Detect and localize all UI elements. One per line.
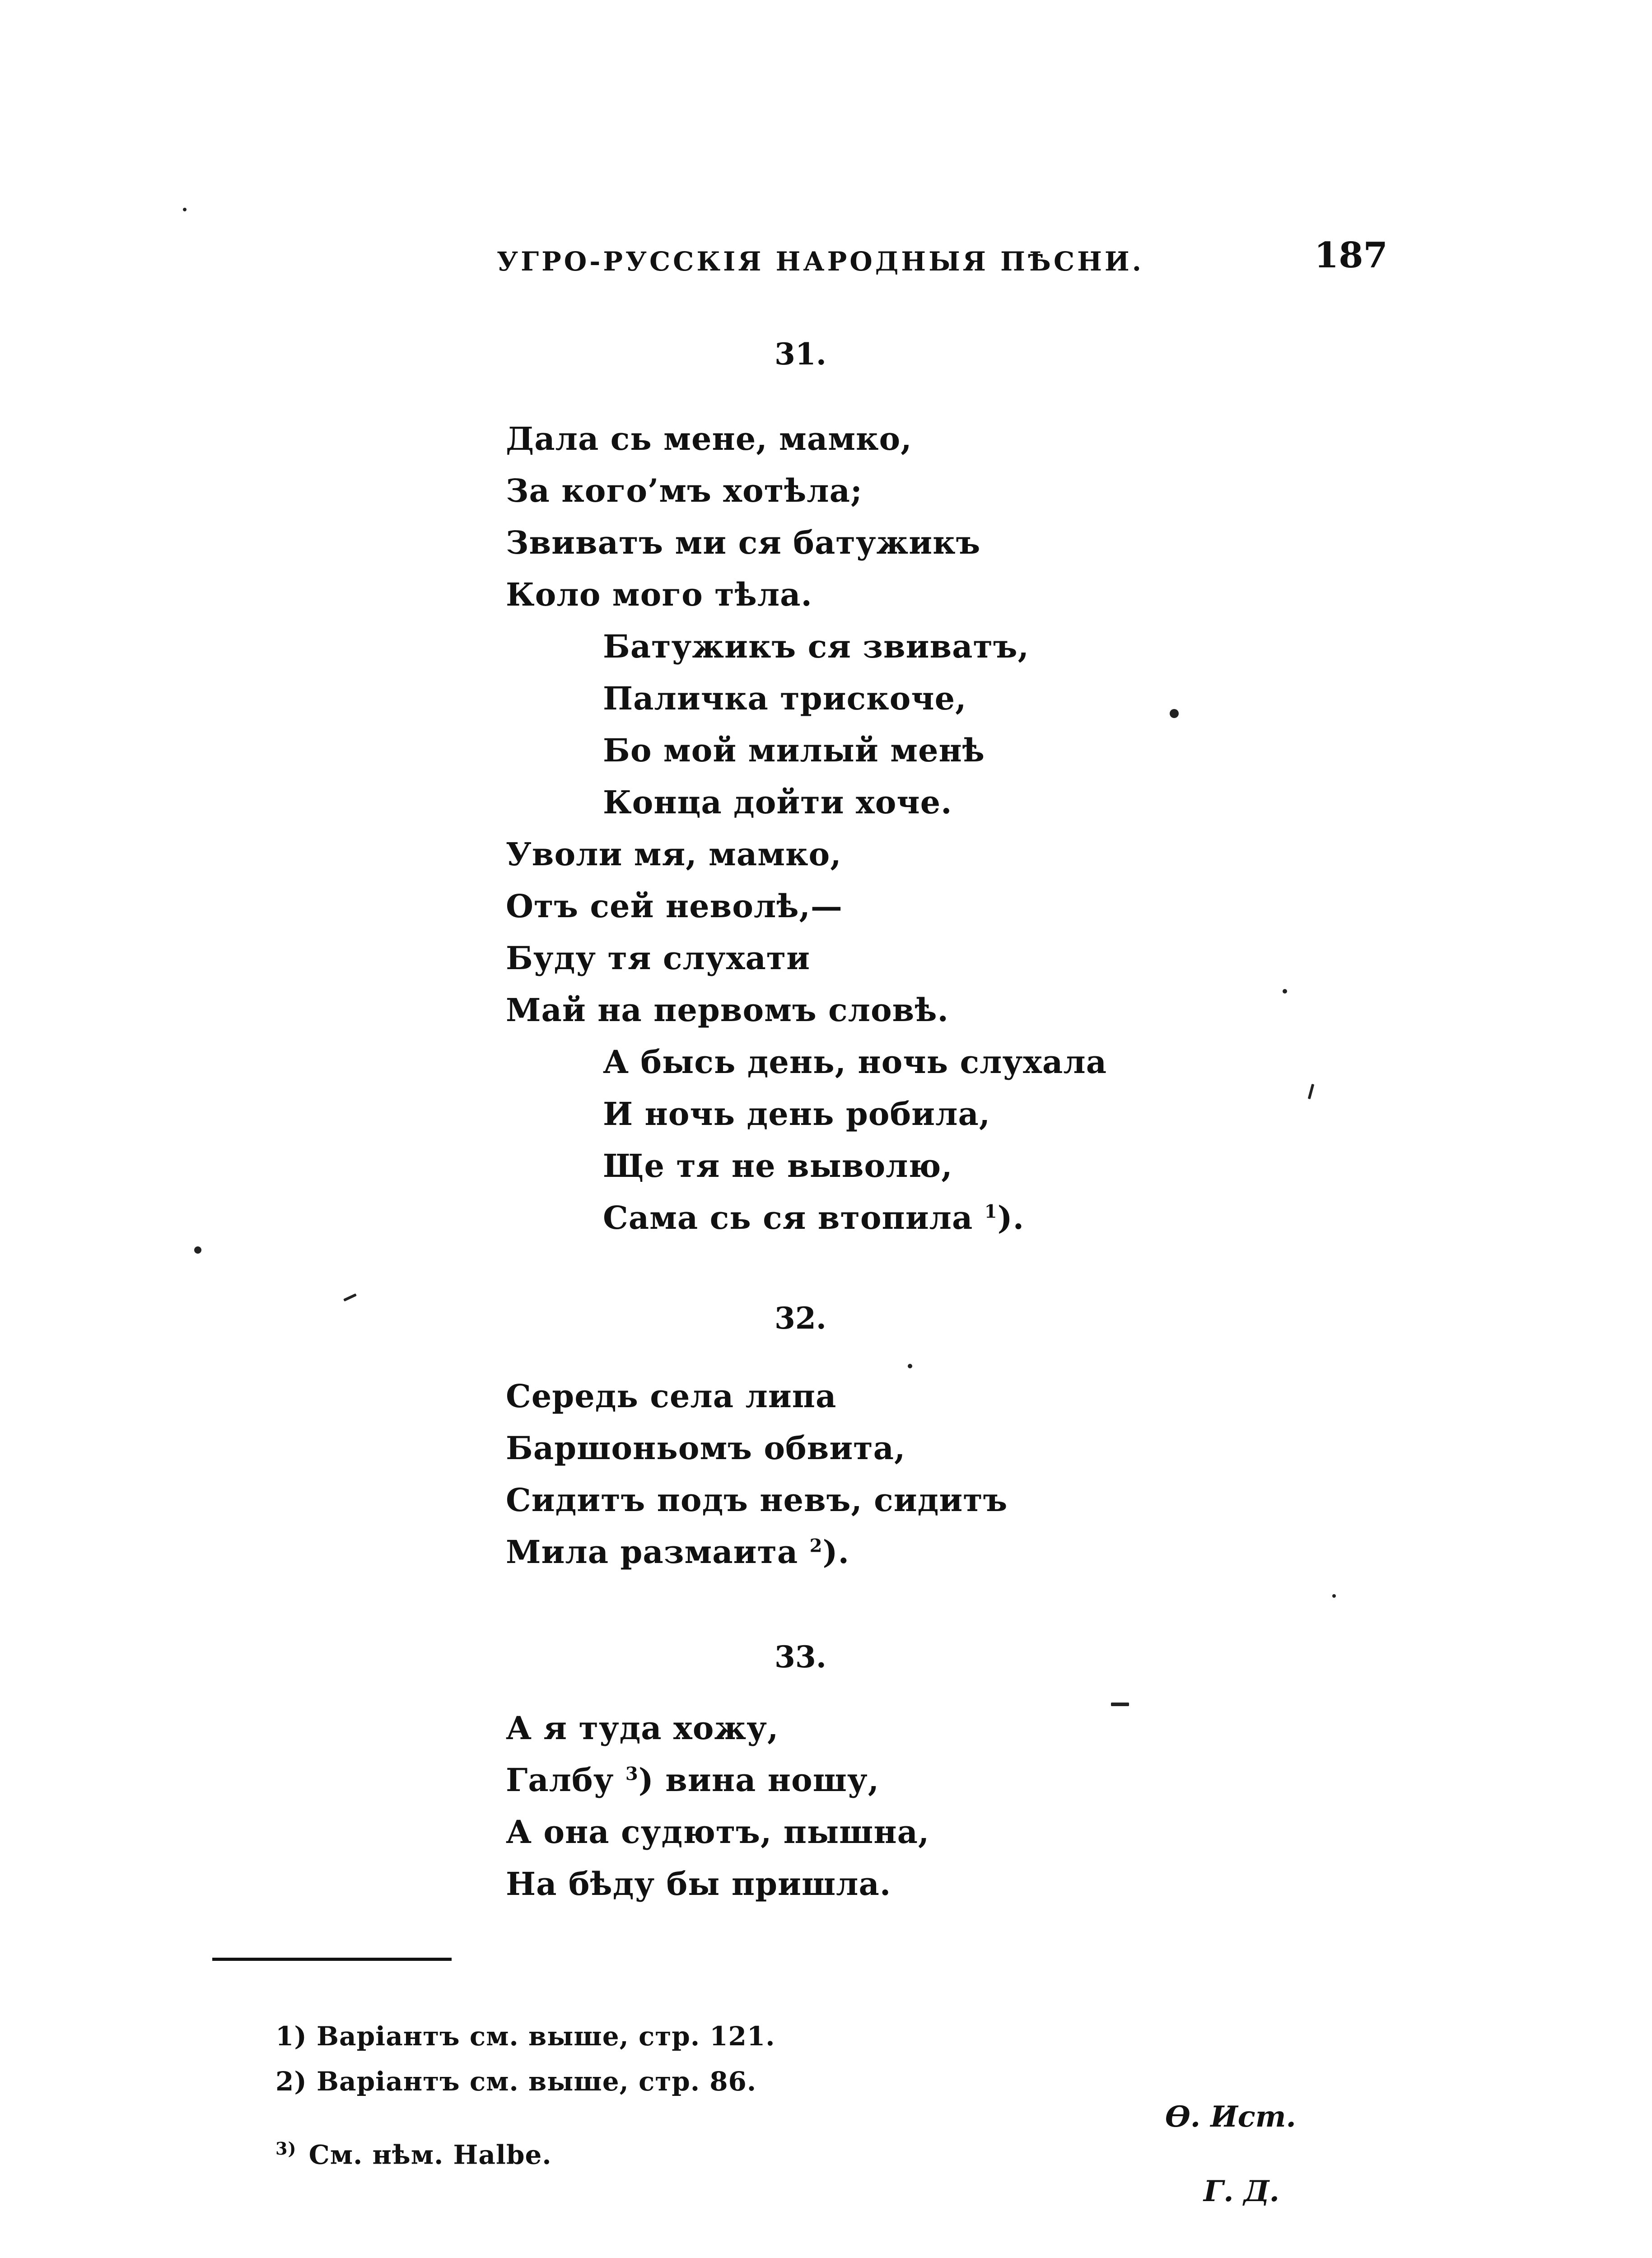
verse-line: А она судютъ, пышна, <box>506 1813 930 1851</box>
verse-line: Дала сь мене, мамко, <box>506 420 912 457</box>
footnote-text: См. нѣм. Halbe. <box>308 2139 552 2170</box>
footnote-separator <box>212 1958 452 1961</box>
signature-2: Г. Д. <box>1204 2174 1279 2208</box>
footnote-2 <box>275 2066 756 2097</box>
song-number-31: 31. <box>775 336 826 372</box>
verse-line: Середь села липа <box>506 1377 837 1415</box>
verse-line: Отъ сей неволѣ,— <box>506 887 843 925</box>
footnote-text: Варіантъ см. выше, стр. 86. <box>317 2066 757 2097</box>
scan-speck <box>1170 709 1179 718</box>
footnote-text: Варіантъ см. выше, стр. 121. <box>317 2021 775 2052</box>
verse-line: Конца дойти хоче. <box>603 784 952 821</box>
verse-line: За кого’мъ хотѣла; <box>506 472 863 509</box>
verse-tail: ). <box>822 1533 849 1571</box>
footnote-ref: 3 <box>625 1763 639 1785</box>
verse-line: Коло мого тѣла. <box>506 576 812 613</box>
song-number-32: 32. <box>775 1301 826 1336</box>
verse-line: На бѣду бы пришла. <box>506 1865 891 1903</box>
footnote-mark: 3) <box>275 2138 297 2159</box>
footnote-mark: 1) <box>275 2021 307 2052</box>
scan-speck <box>343 1293 357 1302</box>
verse-line: Уволи мя, мамко, <box>506 835 842 873</box>
verse-line: И ночь день робила, <box>603 1095 991 1133</box>
scan-speck <box>1308 1084 1315 1099</box>
signature-1: Ѳ. Ист. <box>1165 2100 1296 2134</box>
verse-line: А бысь день, ночь слухала <box>603 1043 1107 1081</box>
verse-text: Сама сь ся втопила <box>603 1199 973 1236</box>
verse-line <box>506 1761 879 1799</box>
scan-speck <box>1111 1703 1129 1706</box>
page-number: 187 <box>1314 235 1388 276</box>
verse-text: Мила размаита <box>506 1533 798 1571</box>
verse-tail: ). <box>997 1199 1025 1236</box>
verse-line: Баршоньомъ обвита, <box>506 1429 906 1467</box>
scan-speck <box>1332 1594 1336 1598</box>
verse-line: Звиватъ ми ся батужикъ <box>506 524 981 561</box>
verse-line <box>603 1199 1024 1236</box>
verse-line <box>506 1533 849 1571</box>
scan-speck <box>1283 989 1287 994</box>
song-number-33: 33. <box>775 1639 826 1675</box>
footnote-3 <box>275 2138 552 2170</box>
scan-speck <box>908 1364 912 1368</box>
verse-line: Батужикъ ся звиватъ, <box>603 628 1029 665</box>
verse-line: Сидитъ подъ невъ, сидитъ <box>506 1481 1008 1519</box>
footnote-mark: 2) <box>275 2066 307 2097</box>
scan-speck <box>194 1246 201 1254</box>
verse-line: А я туда хожу, <box>506 1709 779 1747</box>
verse-line: Буду тя слухати <box>506 939 811 977</box>
verse-line: Май на первомъ словѣ. <box>506 991 949 1029</box>
footnote-ref: 2 <box>809 1535 823 1557</box>
footnote-1 <box>275 2021 775 2052</box>
running-title: УГРО-РУССКІЯ НАРОДНЫЯ ПѢСНИ. <box>497 246 1144 277</box>
scan-speck <box>183 208 187 211</box>
verse-line: Паличка трискоче, <box>603 680 967 717</box>
verse-text: Галбу <box>506 1761 614 1799</box>
footnote-ref: 1 <box>984 1201 998 1222</box>
verse-tail: ) вина ношу, <box>638 1761 880 1799</box>
verse-line: Ще тя не выволю, <box>603 1147 953 1185</box>
verse-line: Бо мой милый менѣ <box>603 732 985 769</box>
